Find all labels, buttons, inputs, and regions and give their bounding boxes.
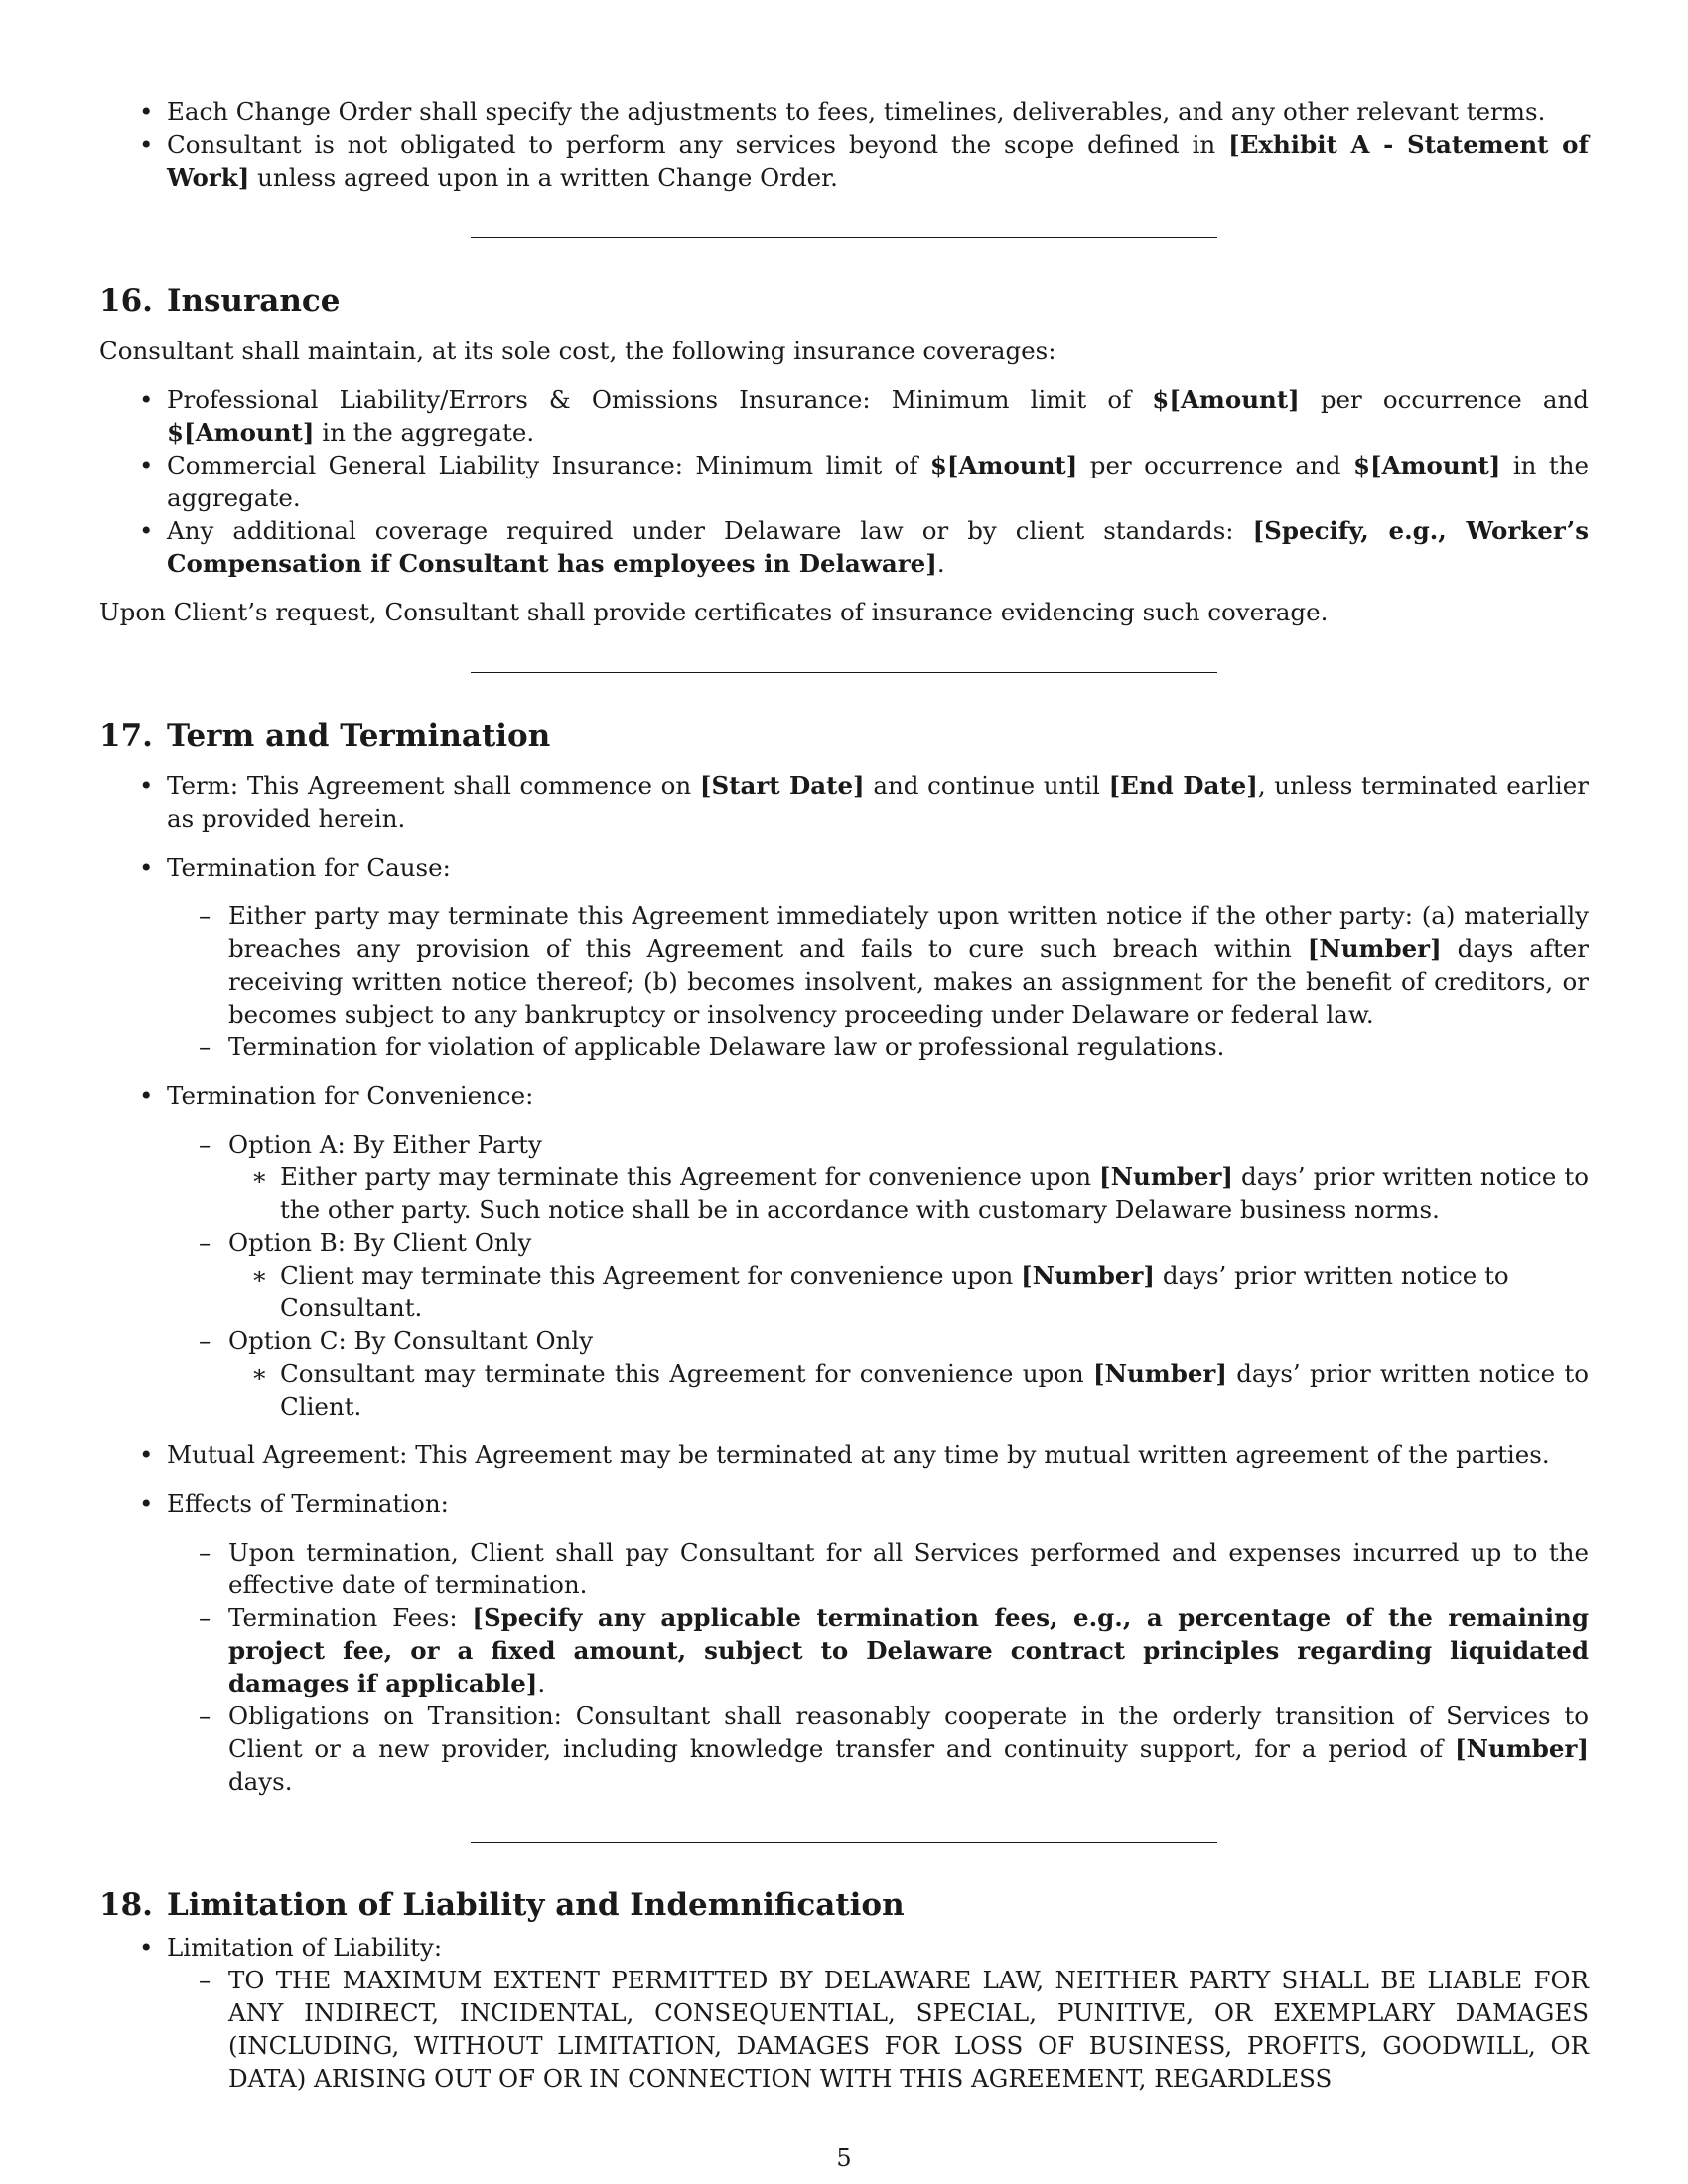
list-item: • Term: This Agreement shall commence on [Start Date] and continue until [End Date], unless terminated earlier as provided herein. bbox=[99, 769, 1589, 835]
list-item: • Each Change Order shall specify the adjustments to fees, timelines, deliverables, and any other relevant terms. bbox=[99, 95, 1589, 128]
list-item: – Termination for violation of applicable Delaware law or professional regulations. bbox=[99, 1030, 1589, 1063]
list-item: ∗ Either party may terminate this Agreement for convenience upon [Number] days’ prior written notice to the other party. Such notice shall be in accordance with customary Delaware business norms. bbox=[99, 1160, 1589, 1226]
list-item: – Either party may terminate this Agreement immediately upon written notice if the other party: (a) materially breaches any provision of this Agreement and fails to cure such breach within [Number] days after receiving written notice thereof; (b) becomes insolvent, makes an assignment for the benefit of creditors, or becomes subject to any bankruptcy or insolvency proceeding under Delaware or federal law. bbox=[99, 899, 1589, 1030]
list-item: • Any additional coverage required under Delaware law or by client standards: [Specify, e.g., Worker’s Compensation if Consultant has employees in Delaware]. bbox=[99, 514, 1589, 580]
list-item: – Option C: By Consultant Only bbox=[99, 1324, 1589, 1357]
document-page bbox=[99, 95, 1589, 2095]
list-item: • Termination for Cause: bbox=[99, 851, 1589, 884]
insurance-list bbox=[99, 383, 1589, 580]
section-divider bbox=[471, 672, 1217, 673]
list-item: – TO THE MAXIMUM EXTENT PERMITTED BY DELAWARE LAW, NEITHER PARTY SHALL BE LIABLE FOR ANY INDIRECT, INCIDENTAL, CONSEQUENTIAL, SPECIAL, PUNITIVE, OR EXEMPLARY DAMAGES (INCLUDING, WITHOUT LIMITATION, DAMAGES FOR LOSS OF BUSINESS, PROFITS, GOODWILL, OR DATA) ARISING OUT OF OR IN CONNECTION WITH THIS AGREEMENT, REGARDLESS bbox=[99, 1964, 1589, 2095]
list-item: ∗ Consultant may terminate this Agreement for convenience upon [Number] days’ prior written notice to Client. bbox=[99, 1357, 1589, 1423]
list-item: – Option A: By Either Party bbox=[99, 1128, 1589, 1160]
list-item: • Termination for Convenience: bbox=[99, 1079, 1589, 1112]
effects-sublist bbox=[99, 1536, 1589, 1798]
section-heading-liability: 18. Limitation of Liability and Indemnification bbox=[99, 1887, 905, 1923]
list-item: – Obligations on Transition: Consultant shall reasonably cooperate in the orderly transition of Services to Client or a new provider, including knowledge transfer and continuity support, for a period of [Number] days. bbox=[99, 1700, 1589, 1798]
page-number: 5 bbox=[836, 2144, 852, 2172]
paragraph: Upon Client’s request, Consultant shall provide certificates of insurance evidencing such coverage. bbox=[99, 598, 1329, 626]
list-item: • Consultant is not obligated to perform any services beyond the scope defined in [Exhibit A - Statement of Work] unless agreed upon in a written Change Order. bbox=[99, 128, 1589, 194]
list-item: ∗ Client may terminate this Agreement for convenience upon [Number] days’ prior written notice to Consultant. bbox=[99, 1259, 1589, 1324]
paragraph: Consultant shall maintain, at its sole cost, the following insurance coverages: bbox=[99, 337, 1056, 365]
section-heading-term-termination: 17. Term and Termination bbox=[99, 718, 551, 753]
section-divider bbox=[471, 1842, 1217, 1843]
list-item: • Professional Liability/Errors & Omissions Insurance: Minimum limit of $[Amount] per occurrence and $[Amount] in the aggregate. bbox=[99, 383, 1589, 449]
list-item: – Upon termination, Client shall pay Consultant for all Services performed and expenses incurred up to the effective date of termination. bbox=[99, 1536, 1589, 1601]
change-order-list bbox=[99, 95, 1589, 194]
section-divider bbox=[471, 237, 1217, 238]
list-item: – Termination Fees: [Specify any applicable termination fees, e.g., a percentage of the remaining project fee, or a fixed amount, subject to Delaware contract principles regarding liquidated damages if applicable]. bbox=[99, 1601, 1589, 1700]
termination-list bbox=[99, 769, 1589, 884]
list-item: • Mutual Agreement: This Agreement may be terminated at any time by mutual written agreement of the parties. bbox=[99, 1438, 1589, 1471]
list-item: • Limitation of Liability: bbox=[99, 1931, 1589, 1964]
list-item: • Effects of Termination: bbox=[99, 1487, 1589, 1520]
list-item: • Commercial General Liability Insurance: Minimum limit of $[Amount] per occurrence and $[Amount] in the aggregate. bbox=[99, 449, 1589, 514]
cause-sublist bbox=[99, 899, 1589, 1063]
list-item: – Option B: By Client Only bbox=[99, 1226, 1589, 1259]
liability-list bbox=[99, 1931, 1589, 2095]
section-heading-insurance: 16. Insurance bbox=[99, 283, 341, 319]
convenience-sublist bbox=[99, 1128, 1589, 1423]
